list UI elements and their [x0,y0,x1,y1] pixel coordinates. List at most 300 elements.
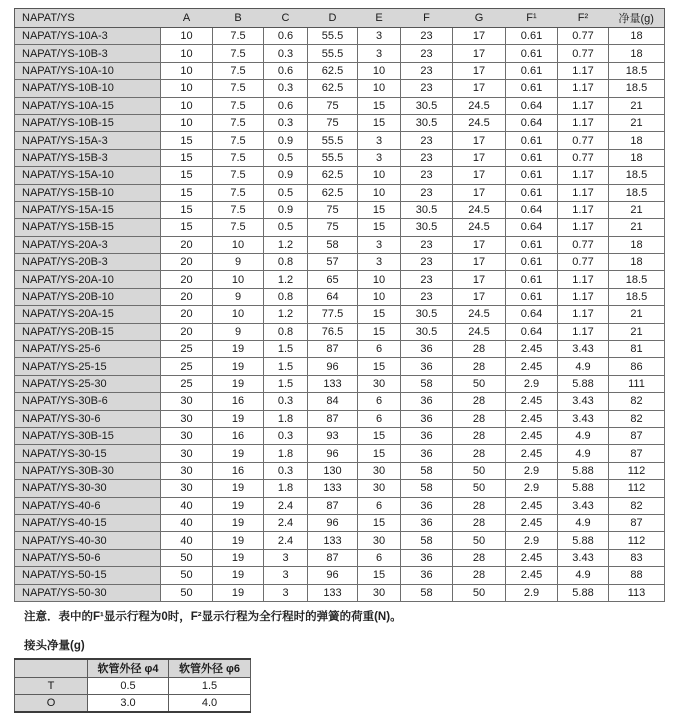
spec-value-cell: 58 [401,375,453,392]
spec-value-cell: 130 [308,462,358,479]
spec-value-cell: 64 [308,288,358,305]
spec-value-cell: 18 [609,45,665,62]
spec-value-cell: 17 [453,80,506,97]
spec-value-cell: 15 [358,201,401,218]
spec-value-cell: 2.4 [264,532,308,549]
spec-row [15,80,665,97]
model-name-cell: NAPAT/YS-30B-15 [15,427,161,444]
model-name-cell: NAPAT/YS-20B-3 [15,254,161,271]
fitting-weight-row [15,694,251,712]
spec-value-cell: 19 [213,341,264,358]
model-name-cell: NAPAT/YS-10A-10 [15,62,161,79]
spec-row [15,410,665,427]
model-name-cell: NAPAT/YS-10B-10 [15,80,161,97]
spec-value-cell: 7.5 [213,45,264,62]
spec-value-cell: 1.17 [558,219,609,236]
spec-value-cell: 10 [213,271,264,288]
spec-value-cell: 30.5 [401,97,453,114]
fit-value-cell: 1.5 [169,677,251,694]
fitting-weight-header-row [15,659,251,678]
spec-value-cell: 24.5 [453,97,506,114]
spec-value-cell: 112 [609,462,665,479]
spec-value-cell: 1.17 [558,271,609,288]
model-name-cell: NAPAT/YS-20A-10 [15,271,161,288]
spec-value-cell: 2.45 [506,514,558,531]
spec-value-cell: 15 [358,219,401,236]
spec-value-cell: 6 [358,497,401,514]
spec-value-cell: 23 [401,288,453,305]
spec-value-cell: 1.17 [558,62,609,79]
spec-value-cell: 24.5 [453,323,506,340]
spec-value-cell: 10 [213,306,264,323]
spec-value-cell: 133 [308,584,358,601]
spec-value-cell: 36 [401,514,453,531]
spec-value-cell: 10 [161,62,213,79]
spec-row [15,201,665,218]
spec-value-cell: 58 [308,236,358,253]
spec-value-cell: 0.6 [264,62,308,79]
spec-row [15,62,665,79]
spec-value-cell: 20 [161,271,213,288]
spec-value-cell: 0.77 [558,149,609,166]
spec-value-cell: 24.5 [453,219,506,236]
spec-value-cell: 1.17 [558,97,609,114]
fit-value-cell: 4.0 [169,694,251,712]
spec-value-cell: 21 [609,114,665,131]
spec-row [15,219,665,236]
model-name-cell: NAPAT/YS-15A-10 [15,167,161,184]
spec-value-cell: 15 [358,323,401,340]
model-name-cell: NAPAT/YS-30B-30 [15,462,161,479]
model-name-cell: NAPAT/YS-30-15 [15,445,161,462]
spec-value-cell: 25 [161,341,213,358]
spec-value-cell: 23 [401,254,453,271]
spec-row [15,149,665,166]
spec-value-cell: 10 [213,236,264,253]
spec-value-cell: 15 [358,445,401,462]
spec-value-cell: 1.17 [558,114,609,131]
spec-value-cell: 36 [401,567,453,584]
spec-value-cell: 30 [161,427,213,444]
spec-row [15,114,665,131]
spec-value-cell: 21 [609,201,665,218]
spec-value-cell: 75 [308,219,358,236]
spec-value-cell: 133 [308,532,358,549]
fit-header-blank [15,659,88,678]
spec-value-cell: 0.77 [558,45,609,62]
spec-row [15,358,665,375]
spec-value-cell: 10 [358,288,401,305]
spec-header-cell: F¹ [506,9,558,28]
spec-value-cell: 1.8 [264,480,308,497]
spec-value-cell: 28 [453,427,506,444]
spec-value-cell: 2.45 [506,567,558,584]
spec-value-cell: 30.5 [401,323,453,340]
model-name-cell: NAPAT/YS-25-15 [15,358,161,375]
model-name-cell: NAPAT/YS-40-30 [15,532,161,549]
spec-value-cell: 19 [213,375,264,392]
spec-header-cell: G [453,9,506,28]
spec-value-cell: 18.5 [609,62,665,79]
spec-row [15,45,665,62]
spec-value-cell: 0.61 [506,45,558,62]
spec-value-cell: 55.5 [308,132,358,149]
spec-value-cell: 62.5 [308,80,358,97]
spec-header-cell: E [358,9,401,28]
spec-row [15,427,665,444]
spec-value-cell: 16 [213,393,264,410]
spec-value-cell: 87 [609,427,665,444]
model-name-cell: NAPAT/YS-15B-15 [15,219,161,236]
spec-value-cell: 50 [453,480,506,497]
spec-value-cell: 4.9 [558,427,609,444]
spec-value-cell: 0.64 [506,114,558,131]
spec-value-cell: 30 [161,393,213,410]
spec-value-cell: 83 [609,549,665,566]
spec-value-cell: 24.5 [453,306,506,323]
spec-value-cell: 30 [358,480,401,497]
spec-value-cell: 1.2 [264,236,308,253]
spec-value-cell: 0.77 [558,254,609,271]
spec-value-cell: 0.61 [506,288,558,305]
spec-value-cell: 7.5 [213,28,264,45]
spec-value-cell: 96 [308,567,358,584]
spec-value-cell: 6 [358,410,401,427]
spec-value-cell: 15 [358,97,401,114]
spec-value-cell: 0.9 [264,201,308,218]
spec-value-cell: 2.4 [264,497,308,514]
model-name-cell: NAPAT/YS-30-30 [15,480,161,497]
spec-value-cell: 81 [609,341,665,358]
spec-value-cell: 21 [609,219,665,236]
spec-value-cell: 111 [609,375,665,392]
spec-value-cell: 28 [453,393,506,410]
spec-value-cell: 20 [161,323,213,340]
model-name-cell: NAPAT/YS-20A-15 [15,306,161,323]
spec-value-cell: 7.5 [213,219,264,236]
spec-value-cell: 18.5 [609,271,665,288]
spec-value-cell: 2.9 [506,375,558,392]
spec-value-cell: 0.61 [506,28,558,45]
spec-value-cell: 96 [308,358,358,375]
fit-label-cell: T [15,677,88,694]
spec-value-cell: 19 [213,532,264,549]
spec-row [15,306,665,323]
spec-value-cell: 10 [161,80,213,97]
spec-value-cell: 10 [161,114,213,131]
spec-value-cell: 1.17 [558,184,609,201]
spec-value-cell: 1.17 [558,306,609,323]
model-name-cell: NAPAT/YS-50-30 [15,584,161,601]
spec-value-cell: 30 [161,480,213,497]
spec-value-cell: 0.61 [506,236,558,253]
spec-value-cell: 28 [453,445,506,462]
spec-value-cell: 10 [358,184,401,201]
spec-value-cell: 0.77 [558,236,609,253]
spec-value-cell: 10 [358,271,401,288]
spec-value-cell: 50 [161,567,213,584]
spec-value-cell: 15 [358,567,401,584]
spec-value-cell: 15 [161,201,213,218]
spec-value-cell: 87 [609,514,665,531]
spec-value-cell: 4.9 [558,358,609,375]
spec-value-cell: 30.5 [401,306,453,323]
spec-value-cell: 3 [358,28,401,45]
spec-value-cell: 7.5 [213,132,264,149]
spec-header-cell: B [213,9,264,28]
spec-value-cell: 36 [401,410,453,427]
spec-value-cell: 16 [213,427,264,444]
spec-value-cell: 0.5 [264,219,308,236]
spec-row [15,236,665,253]
spec-value-cell: 0.64 [506,306,558,323]
spec-table-header-row [15,9,665,28]
model-name-cell: NAPAT/YS-50-15 [15,567,161,584]
spec-value-cell: 2.9 [506,532,558,549]
spec-value-cell: 57 [308,254,358,271]
model-name-cell: NAPAT/YS-20B-15 [15,323,161,340]
spec-row [15,28,665,45]
spec-table [14,8,665,602]
model-name-cell: NAPAT/YS-10A-15 [15,97,161,114]
spec-value-cell: 82 [609,410,665,427]
spec-value-cell: 50 [453,462,506,479]
spec-value-cell: 1.8 [264,445,308,462]
spec-value-cell: 16 [213,462,264,479]
spec-value-cell: 0.77 [558,28,609,45]
spec-value-cell: 6 [358,549,401,566]
spec-value-cell: 55.5 [308,45,358,62]
model-name-cell: NAPAT/YS-40-15 [15,514,161,531]
spec-value-cell: 3.43 [558,549,609,566]
spec-value-cell: 20 [161,306,213,323]
spec-value-cell: 0.61 [506,184,558,201]
spec-value-cell: 77.5 [308,306,358,323]
spec-value-cell: 133 [308,480,358,497]
spec-row [15,288,665,305]
spec-row [15,445,665,462]
spec-value-cell: 21 [609,97,665,114]
spec-value-cell: 2.45 [506,410,558,427]
spec-value-cell: 50 [453,532,506,549]
spec-value-cell: 23 [401,184,453,201]
spec-row [15,393,665,410]
spec-header-cell: 净量(g) [609,9,665,28]
spec-value-cell: 3 [264,567,308,584]
model-name-cell: NAPAT/YS-10B-15 [15,114,161,131]
model-name-cell: NAPAT/YS-50-6 [15,549,161,566]
spec-value-cell: 1.17 [558,201,609,218]
spec-value-cell: 87 [308,497,358,514]
spec-value-cell: 30 [358,375,401,392]
spec-value-cell: 20 [161,236,213,253]
spec-value-cell: 5.88 [558,462,609,479]
spec-value-cell: 2.45 [506,427,558,444]
model-name-cell: NAPAT/YS-25-30 [15,375,161,392]
spec-value-cell: 18 [609,236,665,253]
spec-value-cell: 4.9 [558,514,609,531]
spec-value-cell: 15 [358,358,401,375]
spec-value-cell: 88 [609,567,665,584]
spec-value-cell: 19 [213,410,264,427]
spec-value-cell: 96 [308,445,358,462]
spec-value-cell: 76.5 [308,323,358,340]
spec-value-cell: 2.9 [506,480,558,497]
spec-value-cell: 28 [453,567,506,584]
spec-value-cell: 86 [609,358,665,375]
spec-value-cell: 3.43 [558,497,609,514]
fitting-weight-table [14,658,251,713]
spec-value-cell: 2.45 [506,445,558,462]
spec-value-cell: 75 [308,114,358,131]
spec-value-cell: 0.6 [264,28,308,45]
spec-value-cell: 2.45 [506,497,558,514]
spec-value-cell: 23 [401,236,453,253]
spec-value-cell: 36 [401,358,453,375]
spec-value-cell: 93 [308,427,358,444]
spec-value-cell: 3 [358,149,401,166]
model-name-cell: NAPAT/YS-10B-3 [15,45,161,62]
spec-value-cell: 19 [213,514,264,531]
spec-value-cell: 17 [453,184,506,201]
spec-value-cell: 36 [401,549,453,566]
spec-row [15,184,665,201]
spec-value-cell: 58 [401,462,453,479]
spec-value-cell: 3.43 [558,410,609,427]
spec-value-cell: 19 [213,497,264,514]
spec-value-cell: 0.64 [506,201,558,218]
spec-row [15,584,665,601]
spec-value-cell: 0.3 [264,427,308,444]
spec-value-cell: 1.17 [558,323,609,340]
spec-value-cell: 23 [401,80,453,97]
spec-value-cell: 15 [358,114,401,131]
spec-value-cell: 6 [358,393,401,410]
spec-value-cell: 10 [358,62,401,79]
fitting-weight-row [15,677,251,694]
spec-value-cell: 36 [401,427,453,444]
spec-value-cell: 15 [358,427,401,444]
spec-value-cell: 113 [609,584,665,601]
spec-value-cell: 7.5 [213,184,264,201]
spec-value-cell: 30 [358,532,401,549]
spec-value-cell: 1.8 [264,410,308,427]
spec-value-cell: 7.5 [213,97,264,114]
spec-value-cell: 19 [213,358,264,375]
spec-value-cell: 1.17 [558,167,609,184]
spec-value-cell: 23 [401,271,453,288]
spec-value-cell: 0.5 [264,184,308,201]
spec-value-cell: 40 [161,532,213,549]
spec-value-cell: 18.5 [609,80,665,97]
spec-row [15,532,665,549]
spec-value-cell: 84 [308,393,358,410]
spec-value-cell: 20 [161,288,213,305]
spec-value-cell: 15 [161,219,213,236]
spec-value-cell: 15 [358,306,401,323]
spec-value-cell: 0.8 [264,323,308,340]
spec-value-cell: 87 [609,445,665,462]
spec-value-cell: 36 [401,341,453,358]
spec-value-cell: 0.9 [264,132,308,149]
spec-row [15,375,665,392]
spec-header-cell: D [308,9,358,28]
spec-value-cell: 19 [213,584,264,601]
spec-value-cell: 10 [161,97,213,114]
model-name-cell: NAPAT/YS-15B-3 [15,149,161,166]
spec-value-cell: 0.6 [264,97,308,114]
spec-value-cell: 5.88 [558,532,609,549]
spec-value-cell: 18 [609,254,665,271]
spec-value-cell: 15 [161,184,213,201]
spec-value-cell: 21 [609,323,665,340]
spec-value-cell: 96 [308,514,358,531]
spec-value-cell: 23 [401,132,453,149]
spec-value-cell: 58 [401,584,453,601]
spec-value-cell: 62.5 [308,184,358,201]
spec-value-cell: 36 [401,497,453,514]
spec-value-cell: 9 [213,288,264,305]
spec-value-cell: 50 [161,549,213,566]
spec-row [15,341,665,358]
spec-value-cell: 0.3 [264,80,308,97]
spec-value-cell: 40 [161,514,213,531]
spec-value-cell: 4.9 [558,445,609,462]
spec-value-cell: 0.64 [506,219,558,236]
spec-value-cell: 1.5 [264,358,308,375]
spec-value-cell: 112 [609,480,665,497]
spec-value-cell: 17 [453,236,506,253]
spec-value-cell: 15 [358,514,401,531]
spec-value-cell: 18.5 [609,184,665,201]
spec-value-cell: 3.43 [558,341,609,358]
spec-header-cell: F² [558,9,609,28]
spec-value-cell: 0.9 [264,167,308,184]
spec-value-cell: 28 [453,514,506,531]
spec-value-cell: 5.88 [558,480,609,497]
spec-value-cell: 87 [308,341,358,358]
spec-row [15,480,665,497]
spec-value-cell: 50 [453,584,506,601]
spec-value-cell: 25 [161,358,213,375]
spec-value-cell: 30.5 [401,114,453,131]
spec-value-cell: 30.5 [401,201,453,218]
spec-value-cell: 19 [213,445,264,462]
spec-value-cell: 36 [401,445,453,462]
spec-value-cell: 87 [308,549,358,566]
spec-header-model: NAPAT/YS [15,9,161,28]
spec-value-cell: 28 [453,497,506,514]
spec-value-cell: 3 [358,132,401,149]
spec-value-cell: 30.5 [401,219,453,236]
spec-value-cell: 30 [358,584,401,601]
spec-value-cell: 17 [453,28,506,45]
model-name-cell: NAPAT/YS-40-6 [15,497,161,514]
spec-value-cell: 0.3 [264,114,308,131]
spec-value-cell: 75 [308,97,358,114]
spec-value-cell: 28 [453,549,506,566]
spec-value-cell: 0.61 [506,149,558,166]
spec-value-cell: 1.5 [264,375,308,392]
spec-value-cell: 0.77 [558,132,609,149]
spec-value-cell: 18.5 [609,288,665,305]
spec-value-cell: 17 [453,288,506,305]
spec-value-cell: 17 [453,45,506,62]
spec-value-cell: 0.61 [506,271,558,288]
spec-value-cell: 55.5 [308,149,358,166]
spec-value-cell: 28 [453,341,506,358]
spec-value-cell: 50 [161,584,213,601]
